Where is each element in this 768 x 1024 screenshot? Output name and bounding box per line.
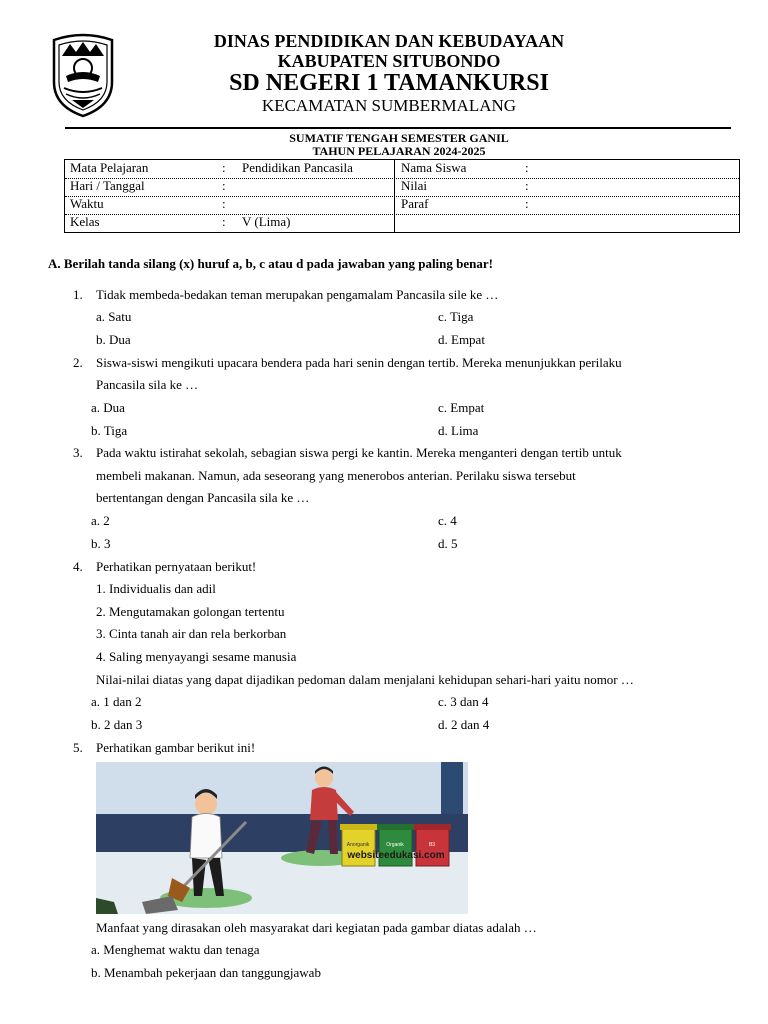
field-label: Waktu — [70, 196, 104, 211]
info-row — [65, 214, 739, 232]
field-colon: : — [222, 178, 226, 193]
info-row — [65, 178, 739, 197]
option-a: a. 1 dan 2 — [91, 694, 142, 709]
field-label: Nama Siswa — [401, 160, 467, 175]
exam-year: TAHUN PELAJARAN 2024-2025 — [312, 144, 486, 158]
option-a: a. Dua — [91, 400, 125, 415]
statement-item: 2. Mengutamakan golongan tertentu — [96, 604, 285, 619]
question-number: 2. — [73, 355, 83, 370]
option-b: b. Menambah pekerjaan dan tanggungjawab — [91, 965, 321, 980]
question-number: 3. — [73, 445, 83, 460]
question-number: 1. — [73, 287, 83, 302]
field-colon: : — [222, 214, 226, 229]
school-name: SD NEGERI 1 TAMANKURSI — [229, 70, 549, 96]
field-colon: : — [222, 196, 226, 211]
field-label: Hari / Tanggal — [70, 178, 145, 193]
statement-item: 4. Saling menyayangi sesame manusia — [96, 649, 297, 664]
section-a-instruction: A. Berilah tanda silang (x) huruf a, b, c atau d pada jawaban yang paling benar! — [48, 256, 493, 271]
info-row — [65, 160, 739, 179]
info-row — [65, 196, 739, 215]
bin-label: Anorganik — [346, 842, 370, 848]
option-d: d. 2 dan 4 — [438, 717, 490, 732]
question-number: 5. — [73, 740, 83, 755]
option-c: c. Empat — [438, 400, 485, 415]
statement-item: 3. Cinta tanah air dan rela berkorban — [96, 626, 287, 641]
agency-title: DINAS PENDIDIKAN DAN KEBUDAYAAN — [213, 31, 565, 51]
question-text: Pancasila sila ke … — [96, 377, 199, 392]
option-b: b. Dua — [96, 332, 131, 347]
question-text: Tidak membeda-bedakan teman merupakan pengamalam Pancasila sile ke … — [96, 287, 499, 302]
bin-label: Organik — [386, 842, 404, 848]
option-a: a. Satu — [96, 309, 132, 324]
class-value: V (Lima) — [242, 214, 291, 229]
field-label: Kelas — [70, 214, 100, 229]
option-d: d. Lima — [438, 423, 479, 438]
option-d: d. 5 — [438, 536, 458, 551]
student-info-table — [64, 159, 740, 233]
district-name: KECAMATAN SUMBERMALANG — [261, 96, 517, 115]
field-colon: : — [222, 160, 226, 175]
exam-title: SUMATIF TENGAH SEMESTER GANIL — [289, 131, 509, 145]
question-text: Perhatikan pernyataan berikut! — [96, 559, 257, 574]
question-text: Perhatikan gambar berikut ini! — [96, 740, 256, 755]
option-d: d. Empat — [438, 332, 485, 347]
header-rule — [65, 127, 731, 129]
subject-value: Pendidikan Pancasila — [242, 160, 353, 175]
option-c: c. 4 — [438, 513, 457, 528]
question-text: Manfaat yang dirasakan oleh masyarakat dari kegiatan pada gambar diatas adalah … — [96, 920, 537, 935]
question-text: Pada waktu istirahat sekolah, sebagian siswa pergi ke kantin. Mereka menganteri dengan tertib untuk — [96, 445, 622, 460]
watermark: websiteedukasi.com — [347, 850, 445, 861]
question-text: Nilai-nilai diatas yang dapat dijadikan pedoman dalam menjalani kehidupan sehari-hari yaitu nomor … — [96, 672, 634, 687]
option-a: a. Menghemat waktu dan tenaga — [91, 942, 260, 957]
field-colon: : — [525, 178, 529, 193]
option-b: b. 3 — [91, 536, 111, 551]
field-colon: : — [525, 196, 529, 211]
regency-title: KABUPATEN SITUBONDO — [277, 51, 501, 71]
option-a: a. 2 — [91, 513, 110, 528]
field-colon: : — [525, 160, 529, 175]
cleaning-illustration — [96, 762, 468, 914]
statement-item: 1. Individualis dan adil — [96, 581, 216, 596]
option-c: c. 3 dan 4 — [438, 694, 489, 709]
field-label: Mata Pelajaran — [70, 160, 149, 175]
question-number: 4. — [73, 559, 83, 574]
question-text: Siswa-siswi mengikuti upacara bendera pada hari senin dengan tertib. Mereka menunjukkan perilaku — [96, 355, 622, 370]
option-c: c. Tiga — [438, 309, 474, 324]
question-text: bertentangan dengan Pancasila sila ke … — [96, 490, 310, 505]
field-label: Nilai — [401, 178, 427, 193]
field-label: Paraf — [401, 196, 429, 211]
option-b: b. Tiga — [91, 423, 128, 438]
option-b: b. 2 dan 3 — [91, 717, 143, 732]
bin-label: B3 — [428, 842, 436, 848]
question-text: membeli makanan. Namun, ada seseorang yang menerobos anterian. Perilaku siswa tersebut — [96, 468, 576, 483]
